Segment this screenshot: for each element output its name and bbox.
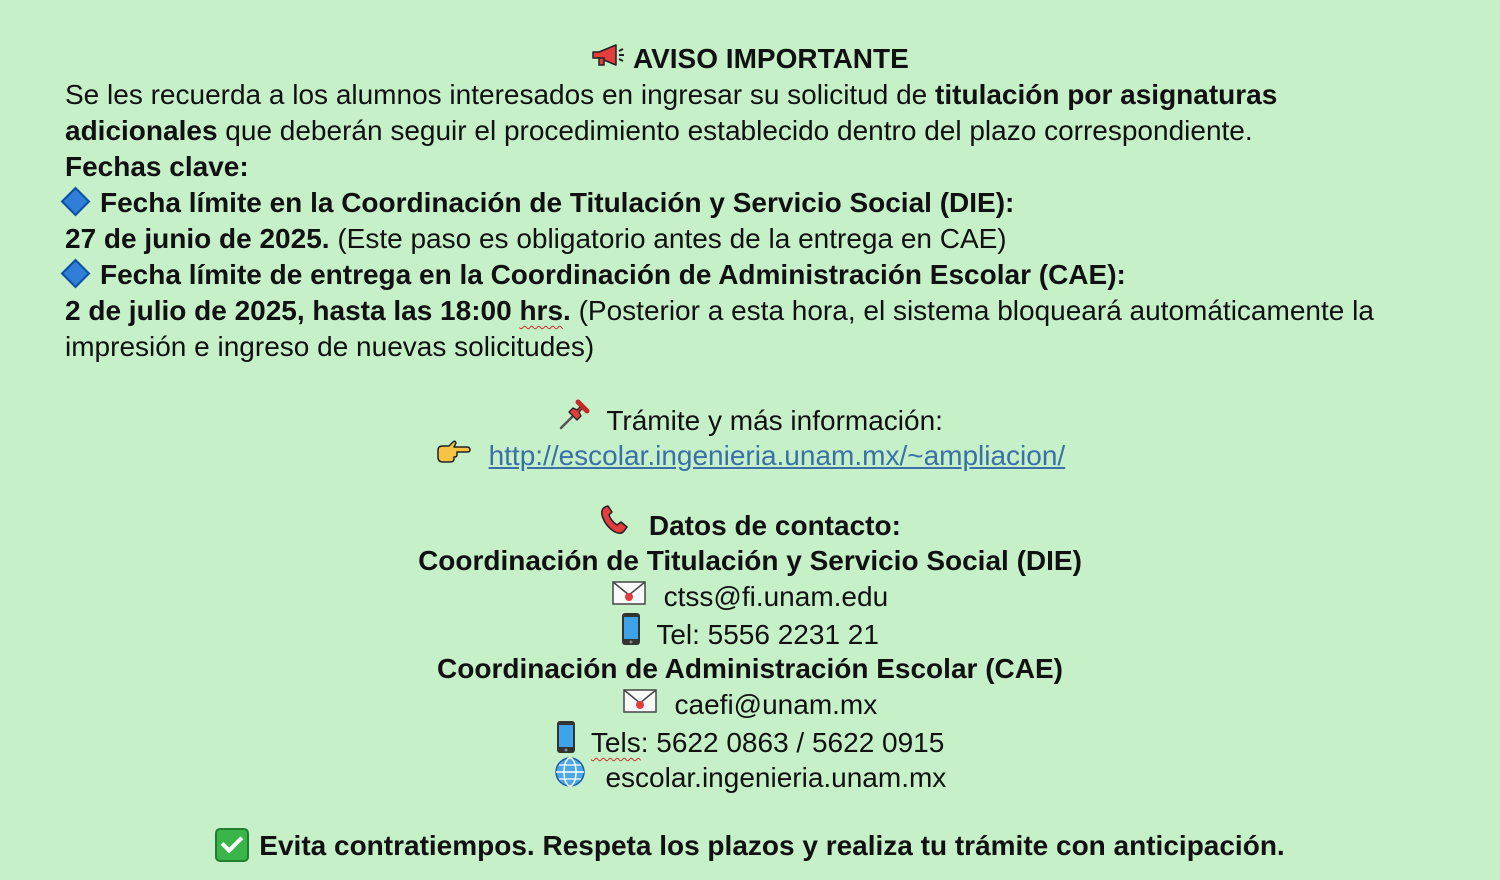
deadline-cae-note-1: (Posterior a esta hora, el sistema bloqueará automáticamente la [570,295,1374,326]
intro-line-1 [65,77,1277,113]
intro-prefix: Se les recuerda a los alumnos interesados en ingresar su solicitud de [65,79,936,110]
cae-email-line [0,687,1500,725]
deadline-cae-date-period: . [563,295,571,326]
die-email-line [0,579,1500,617]
deadline-die-note: (Este paso es obligatorio antes de la entrega en CAE) [329,223,1007,254]
deadline-die-date-line [65,221,1007,257]
envelope-icon [612,578,646,614]
deadline-die-label: Fecha límite en la Coordinación de Titulación y Servicio Social (DIE): [100,187,1015,218]
cae-phone-label: Tels [590,726,641,758]
procedure-url-link[interactable]: http://escolar.ingenieria.unam.mx/~ampliacion/ [488,440,1066,471]
cae-name-line [0,651,1500,687]
procedure-label: Trámite y más información: [606,404,943,436]
deadline-cae-label-line [58,257,1126,293]
cae-phone-numbers: : 5622 0863 / 5622 0915 [640,726,945,758]
blue-diamond-icon [61,259,91,289]
intro-highlight-2: adicionales [65,115,218,146]
die-email: ctss@fi.unam.edu [663,581,889,612]
cae-email: caefi@unam.mx [674,689,878,720]
mobile-phone-icon [621,612,641,655]
footer-text: Evita contratiempos. Respeta los plazos y realiza tu trámite con anticipación. [259,830,1285,861]
die-phone: Tel: 5556 2231 21 [656,618,879,650]
pushpin-icon [557,398,591,441]
die-name-line [0,543,1500,579]
footer-line [0,828,1500,865]
deadline-cae-date-line [65,293,1374,329]
deadline-die-label-line [58,185,1014,221]
deadline-cae-date [65,295,571,326]
deadline-die-date: 27 de junio de 2025. [65,223,330,254]
deadline-cae-note-line-2 [65,329,594,365]
intro-line-2 [65,113,1253,149]
globe-icon [554,756,586,797]
check-mark-icon [215,828,249,862]
envelope-icon [623,686,657,722]
procedure-link-line [0,438,1500,476]
cae-web: escolar.ingenieria.unam.mx [605,761,947,793]
dates-heading-text: Fechas clave: [65,151,249,182]
dates-heading [65,149,249,185]
blue-diamond-icon [61,187,91,217]
telephone-icon [599,504,633,545]
cae-web-line [0,759,1500,800]
deadline-cae-date-hrs: hrs [519,295,564,326]
contact-heading: Datos de contacto: [648,509,901,541]
cae-name: Coordinación de Administración Escolar (CAE) [437,653,1063,684]
intro-highlight-1: titulación por asignaturas [935,79,1278,110]
intro-suffix: que deberán seguir el procedimiento establecido dentro del plazo correspondiente. [217,115,1253,146]
contact-heading-line [0,507,1500,548]
notice-title-line [0,41,1500,79]
megaphone-icon [591,40,625,76]
deadline-cae-note-2: impresión e ingreso de nuevas solicitudes) [65,331,595,362]
deadline-cae-date-main: 2 de julio de 2025, hasta las 18:00 [65,295,520,326]
pointing-hand-icon [435,437,471,473]
notice-title: AVISO IMPORTANTE [632,43,909,74]
die-name: Coordinación de Titulación y Servicio Social (DIE) [418,545,1082,576]
deadline-cae-label: Fecha límite de entrega en la Coordinación de Administración Escolar (CAE): [100,259,1126,290]
